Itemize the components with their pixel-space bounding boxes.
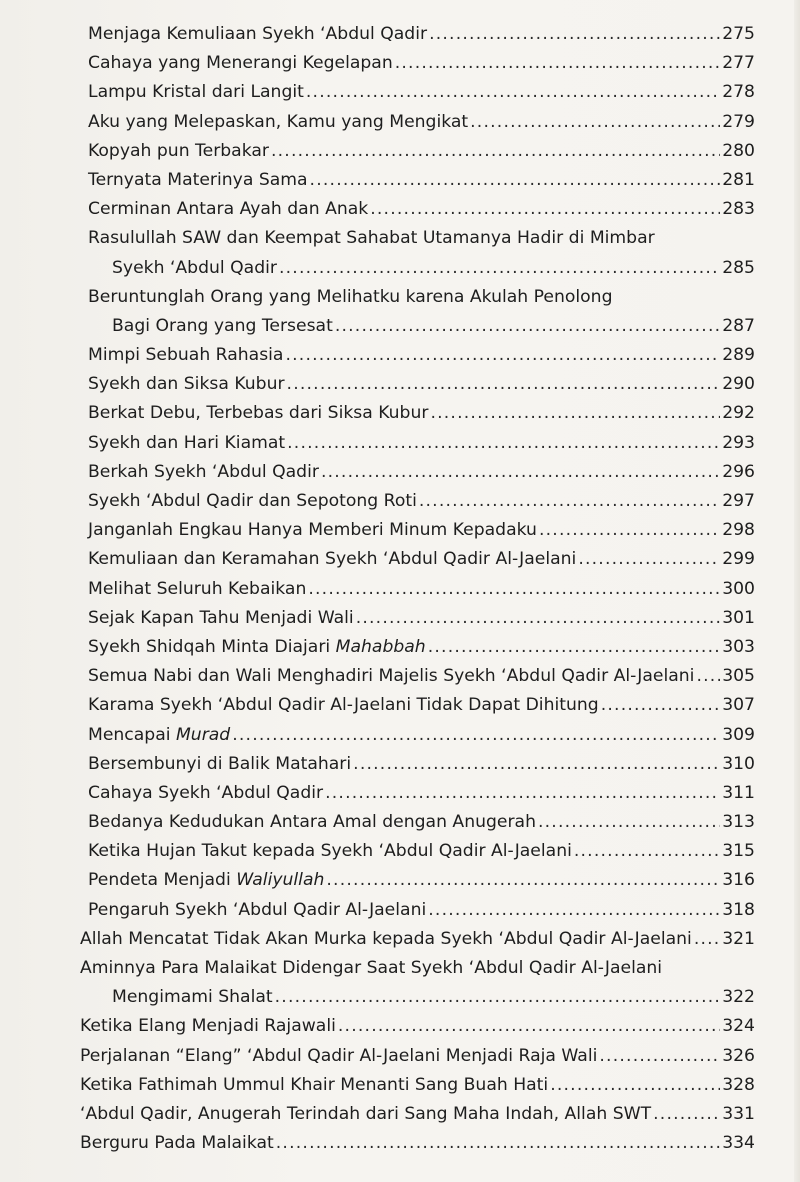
toc-entry [80, 1071, 755, 1100]
toc-entry-page-number: 297 [722, 491, 755, 511]
toc-entry-title: Syekh Shidqah Minta Diajari Mahabbah [88, 636, 426, 657]
toc-entry-page-number: 290 [722, 374, 755, 395]
toc-entry-page-number: 277 [722, 53, 755, 74]
toc-entry-page-number: 311 [722, 782, 755, 803]
toc-entry-title: Kemuliaan dan Keramahan Syekh ‘Abdul Qadir Al-Jaelani [88, 549, 577, 570]
dot-leader [428, 896, 720, 925]
toc-entry-page-number: 298 [722, 520, 755, 541]
dot-leader [285, 341, 720, 370]
toc-entry [80, 1012, 755, 1041]
toc-entry-title: Sejak Kapan Tahu Menjadi Wali [88, 607, 354, 628]
toc-entry-page-number: 316 [722, 870, 755, 891]
dot-leader [325, 779, 720, 808]
toc-entry-title: Syekh ‘Abdul Qadir [112, 257, 277, 278]
dot-leader [326, 866, 720, 895]
toc-entry-title-italic: Mahabbah [335, 636, 426, 657]
toc-entry-title: Berguru Pada Malaikat [80, 1133, 274, 1154]
toc-entry-title: Semua Nabi dan Wali Menghadiri Majelis Syekh ‘Abdul Qadir Al-Jaelani [88, 666, 695, 687]
dot-leader [429, 20, 720, 49]
toc-entry [80, 925, 755, 954]
toc-entry [80, 487, 755, 516]
dot-leader [271, 137, 720, 166]
toc-entry-page-number: 309 [722, 724, 755, 745]
dot-leader [550, 1071, 720, 1100]
toc-entry-title: Mimpi Sebuah Rahasia [88, 345, 284, 366]
toc-entry [80, 137, 755, 166]
dot-leader [599, 1042, 720, 1071]
toc-entry [80, 108, 755, 137]
toc-entry-title: Lampu Kristal dari Langit [88, 82, 304, 103]
dot-leader [310, 166, 721, 195]
toc-entry [80, 983, 755, 1012]
toc-entry-title: Pengaruh Syekh ‘Abdul Qadir Al-Jaelani [88, 899, 427, 920]
toc-entry [80, 341, 755, 370]
dot-leader [287, 370, 721, 399]
toc-entry-page-number: 303 [722, 636, 755, 657]
table-of-contents [80, 20, 755, 1158]
toc-entry-page-number: 322 [722, 987, 755, 1008]
toc-entry-title: Ketika Fathimah Ummul Khair Menanti Sang Buah Hati [80, 1074, 549, 1095]
dot-leader [539, 516, 720, 545]
dot-leader [419, 487, 720, 516]
toc-entry [80, 662, 755, 691]
toc-entry [80, 312, 755, 341]
toc-entry-page-number: 279 [722, 111, 755, 132]
toc-entry-title-italic: Waliyullah [236, 870, 325, 891]
toc-entry [80, 575, 755, 604]
toc-entry [80, 516, 755, 545]
toc-entry-page-number: 292 [722, 403, 755, 424]
toc-entry [80, 399, 755, 428]
toc-entry-page-number: 326 [722, 1045, 755, 1066]
toc-entry-title: Menjaga Kemuliaan Syekh ‘Abdul Qadir [88, 24, 428, 44]
dot-leader [395, 49, 720, 78]
dot-leader [321, 458, 720, 487]
toc-entry-title: Bersembunyi di Balik Matahari [88, 753, 352, 774]
toc-entry-page-number: 305 [722, 666, 755, 687]
toc-entry-title: Syekh ‘Abdul Qadir dan Sepotong Roti [88, 491, 417, 511]
dot-leader [428, 633, 720, 662]
toc-entry-page-number: 318 [722, 899, 755, 920]
toc-entry-page-number: 301 [722, 607, 755, 628]
dot-leader [653, 1100, 720, 1129]
toc-entry-title: Cahaya Syekh ‘Abdul Qadir [88, 782, 324, 803]
toc-entry [80, 195, 755, 224]
dot-leader [353, 750, 720, 779]
toc-entry-page-number: 321 [722, 928, 755, 949]
toc-entry-page-number: 310 [722, 753, 755, 774]
toc-entry-title: Aminnya Para Malaikat Didengar Saat Syekh ‘Abdul Qadir Al-Jaelani [80, 958, 663, 978]
toc-entry [80, 1129, 755, 1158]
toc-entry-title: Syekh dan Hari Kiamat [88, 432, 286, 453]
toc-entry-title: Pendeta Menjadi Waliyullah [88, 870, 325, 891]
toc-entry [80, 78, 755, 107]
toc-entry [80, 166, 755, 195]
toc-entry-title: Ketika Elang Menjadi Rajawali [80, 1016, 336, 1037]
toc-entry-page-number: 296 [722, 461, 755, 482]
page-edge-shadow [794, 0, 800, 1182]
toc-entry [80, 1042, 755, 1071]
toc-entry [80, 691, 755, 720]
toc-entry-page-number: 331 [722, 1103, 755, 1124]
dot-leader [287, 429, 720, 458]
dot-leader [308, 575, 720, 604]
toc-entry [80, 808, 755, 837]
toc-entry-page-number: 280 [722, 140, 755, 161]
dot-leader [470, 108, 720, 137]
toc-entry-page-number: 293 [722, 432, 755, 453]
toc-entry [80, 750, 755, 779]
toc-entry-page-number: 278 [722, 82, 755, 103]
toc-entry-page-number: 281 [722, 169, 755, 190]
toc-entry-title: ‘Abdul Qadir, Anugerah Terindah dari Sang Maha Indah, Allah SWT [80, 1103, 652, 1124]
toc-entry-title: Allah Mencatat Tidak Akan Murka kepada Syekh ‘Abdul Qadir Al-Jaelani [80, 928, 692, 949]
toc-entry [80, 721, 755, 750]
toc-entry-title: Mencapai Murad [88, 724, 231, 745]
toc-entry-title: Mengimami Shalat [112, 987, 273, 1008]
toc-entry [80, 224, 755, 253]
dot-leader [276, 1129, 720, 1158]
dot-leader [335, 312, 720, 341]
dot-leader [275, 983, 721, 1012]
toc-entry [80, 954, 755, 983]
dot-leader [356, 604, 721, 633]
toc-entry-title: Karama Syekh ‘Abdul Qadir Al-Jaelani Tidak Dapat Dihitung [88, 695, 599, 716]
toc-entry-title: Melihat Seluruh Kebaikan [88, 578, 307, 599]
toc-entry-page-number: 300 [722, 578, 755, 599]
toc-entry-title: Cahaya yang Menerangi Kegelapan [88, 53, 393, 74]
toc-entry-page-number: 315 [722, 841, 755, 862]
toc-entry-page-number: 307 [722, 695, 755, 716]
dot-leader [338, 1012, 720, 1041]
toc-entry [80, 458, 755, 487]
toc-entry-title: Ternyata Materinya Sama [88, 169, 308, 190]
toc-entry-title: Rasulullah SAW dan Keempat Sahabat Utamanya Hadir di Mimbar [88, 228, 655, 249]
dot-leader [430, 399, 720, 428]
toc-entry [80, 370, 755, 399]
dot-leader [279, 254, 720, 283]
toc-entry [80, 1100, 755, 1129]
dot-leader [232, 721, 720, 750]
dot-leader [538, 808, 720, 837]
toc-entry [80, 545, 755, 574]
toc-entry-title: Beruntunglah Orang yang Melihatku karena Akulah Penolong [88, 286, 613, 307]
toc-entry [80, 49, 755, 78]
toc-entry-page-number: 299 [722, 549, 755, 570]
toc-entry [80, 837, 755, 866]
toc-entry-title: Berkat Debu, Terbebas dari Siksa Kubur [88, 403, 429, 424]
toc-entry [80, 604, 755, 633]
toc-entry-page-number: 313 [722, 812, 755, 833]
toc-entry-page-number: 283 [722, 199, 755, 220]
toc-entry-title-italic: Murad [175, 724, 231, 745]
toc-entry-title: Janganlah Engkau Hanya Memberi Minum Kepadaku [88, 520, 537, 541]
toc-entry-page-number: 289 [722, 345, 755, 366]
toc-entry-page-number: 334 [722, 1133, 755, 1154]
toc-entry [80, 429, 755, 458]
dot-leader [574, 837, 720, 866]
toc-entry-title: Kopyah pun Terbakar [88, 140, 269, 161]
toc-entry [80, 779, 755, 808]
toc-entry-page-number: 275 [722, 24, 755, 44]
toc-entry [80, 283, 755, 312]
toc-entry-page-number: 285 [722, 257, 755, 278]
toc-entry-page-number: 328 [722, 1074, 755, 1095]
dot-leader [306, 78, 720, 107]
toc-entry-title: Bagi Orang yang Tersesat [112, 315, 333, 336]
dot-leader [370, 195, 720, 224]
toc-entry [80, 20, 755, 49]
toc-entry [80, 866, 755, 895]
dot-leader [578, 545, 720, 574]
toc-entry-title: Berkah Syekh ‘Abdul Qadir [88, 461, 319, 482]
toc-entry-title: Syekh dan Siksa Kubur [88, 374, 285, 395]
dot-leader [696, 662, 720, 691]
toc-entry [80, 896, 755, 925]
toc-entry-page-number: 287 [722, 315, 755, 336]
toc-entry-page-number: 324 [722, 1016, 755, 1037]
toc-entry-title: Aku yang Melepaskan, Kamu yang Mengikat [88, 111, 469, 132]
toc-entry [80, 633, 755, 662]
dot-leader [694, 925, 720, 954]
toc-entry-title: Ketika Hujan Takut kepada Syekh ‘Abdul Qadir Al-Jaelani [88, 841, 572, 862]
toc-entry [80, 254, 755, 283]
toc-entry-title: Perjalanan “Elang” ‘Abdul Qadir Al-Jaelani Menjadi Raja Wali [80, 1045, 598, 1066]
toc-entry-title: Cerminan Antara Ayah dan Anak [88, 199, 369, 220]
dot-leader [601, 691, 720, 720]
toc-entry-title: Bedanya Kedudukan Antara Amal dengan Anugerah [88, 812, 536, 833]
